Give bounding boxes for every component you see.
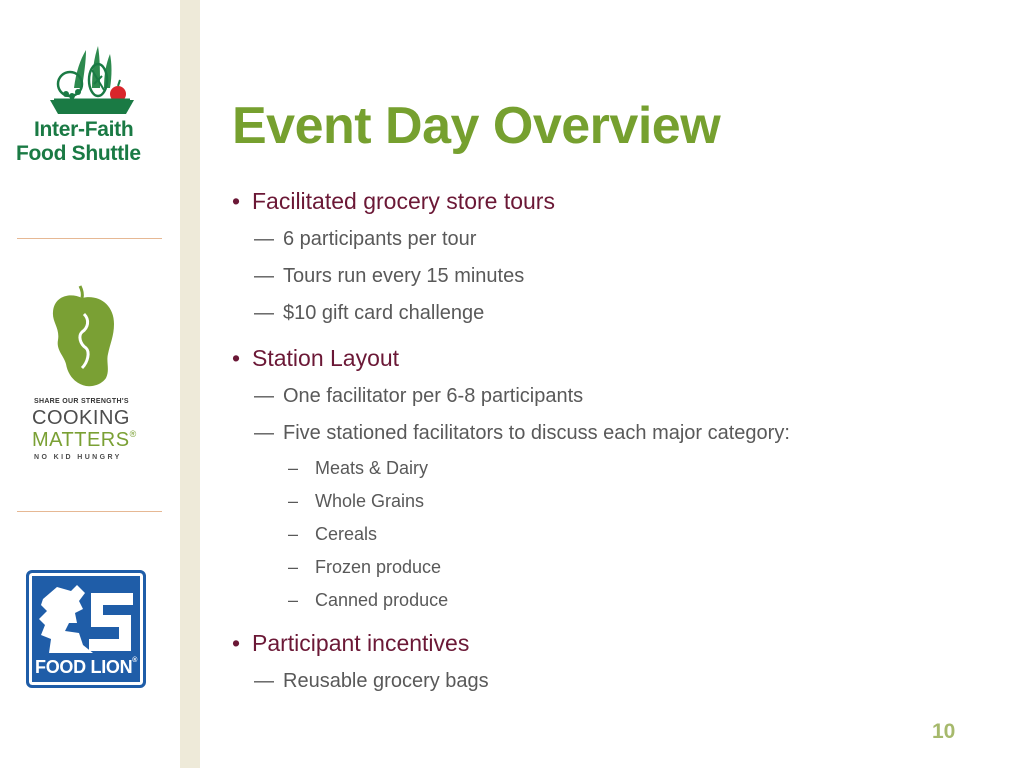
en-dash-icon: – <box>288 491 299 511</box>
sub-sub-bullet-item <box>288 590 448 611</box>
en-dash-icon: – <box>288 590 299 610</box>
sub-bullet-item <box>254 385 583 408</box>
sub-sub-bullet-item <box>288 557 441 578</box>
em-dash-icon: — <box>254 670 274 692</box>
em-dash-icon: — <box>254 265 274 287</box>
sub-bullet-item <box>254 265 524 288</box>
apple-core-face-icon <box>20 284 160 390</box>
em-dash-icon: — <box>254 422 274 444</box>
en-dash-icon: – <box>288 524 299 544</box>
en-dash-icon: – <box>288 557 299 577</box>
sub-sub-bullet-item <box>288 491 424 512</box>
cooking-matters-reg: ® <box>129 429 137 439</box>
food-lion-reg: ® <box>132 657 138 664</box>
sidebar-divider-2 <box>17 511 162 512</box>
cooking-matters-line1: COOKING <box>32 407 130 429</box>
bullet-item <box>232 630 469 657</box>
bullet-dot-icon: • <box>232 188 241 214</box>
sidebar-divider-1 <box>17 238 162 239</box>
bullet-item <box>232 188 555 215</box>
sub-bullet-item <box>254 228 476 251</box>
food-lion-text <box>35 657 137 678</box>
sub-bullet-item <box>254 422 790 445</box>
lion-icon <box>29 579 143 661</box>
sub-bullet-item <box>254 302 484 325</box>
page-number: 10 <box>932 720 956 743</box>
sub-sub-bullet-text: Cereals <box>315 524 378 544</box>
sub-bullet-text: One facilitator per 6-8 participants <box>283 385 584 407</box>
bullet-item <box>232 345 399 372</box>
bullet-dot-icon: • <box>232 630 241 656</box>
em-dash-icon: — <box>254 228 274 250</box>
sub-bullet-text: Reusable grocery bags <box>283 670 489 692</box>
cooking-matters-line2-text: MATTERS <box>32 429 130 451</box>
sub-bullet-text: 6 participants per tour <box>283 228 477 250</box>
sub-sub-bullet-text: Canned produce <box>315 590 449 610</box>
bullet-dot-icon: • <box>232 345 241 371</box>
food-lion-logo <box>26 570 146 688</box>
sub-sub-bullet-text: Meats & Dairy <box>315 458 429 478</box>
bullet-text: Participant incentives <box>252 630 470 656</box>
sub-bullet-item <box>254 670 489 693</box>
sub-sub-bullet-item <box>288 524 377 545</box>
interfaith-logo-text-line1: Inter-Faith <box>34 118 134 141</box>
beige-vertical-bar <box>180 0 200 768</box>
sub-sub-bullet-text: Frozen produce <box>315 557 442 577</box>
interfaith-food-shuttle-logo <box>14 44 164 168</box>
sub-sub-bullet-item <box>288 458 428 479</box>
cooking-matters-logo <box>20 284 160 468</box>
bullet-text: Station Layout <box>252 345 400 371</box>
cooking-matters-top-text: SHARE OUR STRENGTH'S <box>34 398 129 405</box>
food-lion-text-label: FOOD LION <box>35 657 133 677</box>
slide-title: Event Day Overview <box>232 97 721 155</box>
em-dash-icon: — <box>254 302 274 324</box>
interfaith-logo-text-line2: Food Shuttle <box>16 142 141 165</box>
logo-sidebar <box>0 0 180 768</box>
cooking-matters-line2 <box>32 429 137 452</box>
produce-basket-icon <box>14 44 164 118</box>
sub-bullet-text: Five stationed facilitators to discuss each major category: <box>283 422 790 444</box>
cooking-matters-bottom-text: NO KID HUNGRY <box>34 454 122 461</box>
en-dash-icon: – <box>288 458 299 478</box>
sub-bullet-text: $10 gift card challenge <box>283 302 485 324</box>
sub-bullet-text: Tours run every 15 minutes <box>283 265 525 287</box>
bullet-text: Facilitated grocery store tours <box>252 188 555 214</box>
em-dash-icon: — <box>254 385 274 407</box>
sub-sub-bullet-text: Whole Grains <box>315 491 425 511</box>
